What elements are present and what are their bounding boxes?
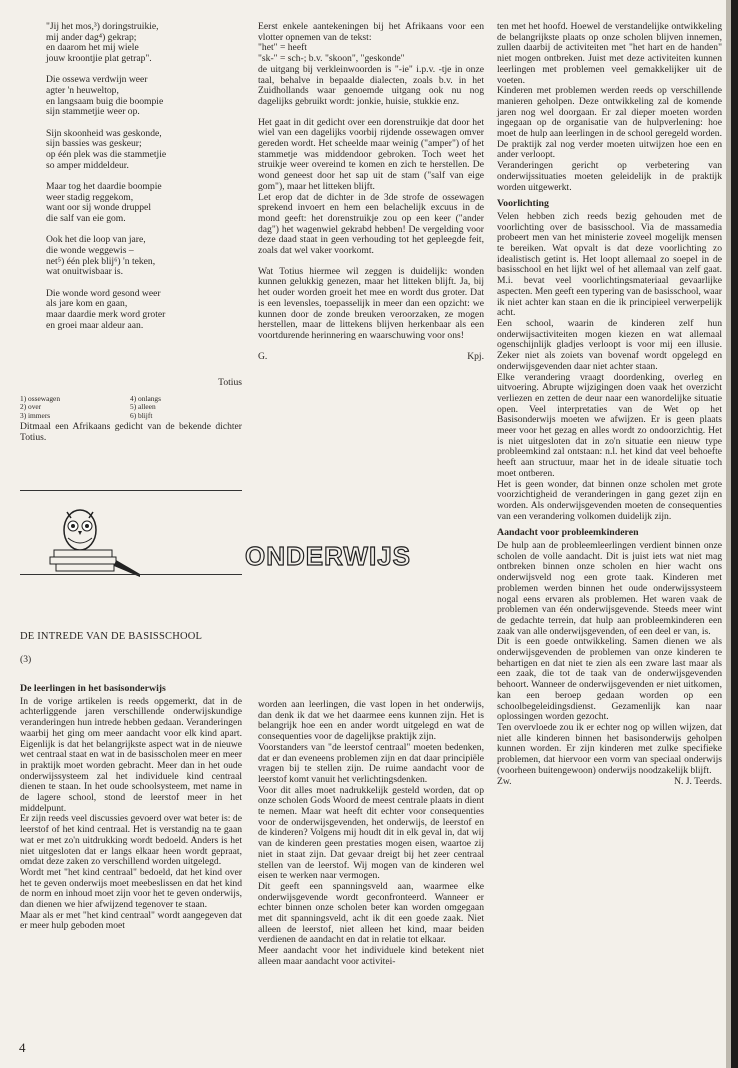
article-paragraph: Elke verandering vraagt doordenking, overleg en uitvoering. Abrupte wijzigingen doen vaak het overzicht verliezen en zetten de deur naar een wanordelijke situatie open. Veel interpretaties van de Wet op het Basisonderwijs moeten we afwijzen. Er is geen plaats meer voor het gezag en alles wordt zo ondoorzichtig. Het is niet uitgesloten dat in zo'n situatie een nieuw type probleemkind zal ontstaan: n.l. het kind dat veel behoefte heeft aan structuur, maar het in de ideale situatie toch moet ontberen. [497, 371, 722, 479]
subheading: De leerlingen in het basisonderwijs [20, 683, 166, 694]
footnote: 2) over [20, 402, 42, 412]
article-paragraph: Wordt met "het kind centraal" bedoeld, dat het kind over het te geven onderwijs moet meebeslissen en dat het kind de norm en inhoud moet zijn voor het te geven onderwijs, dan dienen we hier afwijzend tegenover te staan. [20, 866, 242, 911]
article-paragraph: Meer aandacht voor het individuele kind betekent niet alleen maar aandacht voor activitei- [258, 945, 484, 967]
poem-stanza: Ook het die loop van jare, die wonde weggewis – net⁵) één plek blij⁶) 'n teken, wat onuitwisbaar is. [46, 234, 156, 278]
author-initials: Zw. [497, 775, 512, 787]
article-paragraph: Voorstanders van "de leerstof centraal" moeten bedenken, dat er dan eveneens problemen zijn en dat daar principiële vragen bij te stellen zijn. De ruime aandacht voor de leerstof komt vanuit het verlichtingsdenken. [258, 741, 484, 785]
poem-stanza: Maar tog het daardie boompie weer stadig reggekom, want oor sij wonde druppel die salf van eie gom. [46, 180, 162, 225]
page-number: 4 [19, 1040, 26, 1055]
article-paragraph: ten met het hoofd. Hoewel de verstandelijke ontwikkeling de belangrijkste plaats op onze scholen blijven innemen, zullen daarbij de activiteiten met "het hart en de handen" niet mogen ontbreken. Juist met deze activiteiten kunnen leerlingen met problemen veel gemakkelijker uit de voeten. [497, 21, 722, 86]
footnotes [20, 395, 242, 421]
page-edge [731, 0, 738, 1068]
header-rule [20, 574, 242, 575]
article-paragraph: Dit geeft een spanningsveld aan, waarmee elke onderwijsgevende wordt geconfronteerd. Wanneer er echter binnen onze scholen beter kan worden omgegaan met dit spanningsveld, acht ik dit een goede zaak. Niet alleen de leerstof, niet alleen het kind, maar beiden verdienen de aandacht en dat in relatie tot elkaar. [258, 880, 484, 946]
article-column-right [497, 22, 722, 787]
article-paragraph: Een school, waarin de kinderen zelf hun onderwijsactiviteiten mogen kiezen en wat allemaal ogenschijnlijk gladjes verloopt is voor mij een illusie. Zeker niet als zoiets van bovenaf wordt opgelegd en onderwijsgevenden daar niet achter staan. [497, 317, 722, 372]
article-column-left [20, 678, 242, 932]
article-paragraph: Het is geen wonder, dat binnen onze scholen met grote voorzichtigheid de veranderingen in gang gezet zijn en worden. Als onderwijsgevenden moeten de consequenties van een verandering volkomen duidelijk zijn. [497, 478, 722, 522]
poem-footer [20, 378, 242, 444]
article-paragraph: Veranderingen gericht op verbetering van onderwijssituaties moeten geleidelijk in de praktijk worden uitgewerkt. [497, 160, 722, 193]
poem-stanza: "Jij het mos,³) doringstruikie, mij ander dag⁴) gekrap; en daarom het mij wiele jouw kroontjie plat getrap". [46, 21, 159, 65]
footnote: 4) onlangs [130, 393, 161, 403]
poem-column [46, 22, 242, 342]
footnote: 3) immers [20, 410, 51, 420]
article-paragraph: worden aan leerlingen, die vast lopen in het onderwijs, dan denk ik dat we het daarmee eens kunnen zijn. Het is belangrijk hoe een en ander wordt uitgelegd en wat de consequenties voor de dagelijkse praktijk zijn. [258, 699, 484, 743]
commentary-paragraph: Het gaat in dit gedicht over een dorenstruikje dat door het wiel van een dagelijks voorbij rijdende ossewagen omver gereden wordt. Het scheelde maar weinig ("amper") of het stammetje was middendoor gebroken. Toch weet het struikje weer overeind te komen en zich te herstellen. De wond geneest door het sap uit de stam ("salf van eige gom"), maar het litteken blijft. Let erop dat de dichter in de 3de strofe de ossewagen sprekend invoert en hem een belachelijk excuus in de mond geeft: het dorenstruikje zou op een keer ("ander dag") het wagenwiel gekrabd hebben! De vergelding voor deze daad staat in geen verhouding tot het gepleegde feit, zoals dat wel vaker voorkomt. [258, 116, 484, 257]
section-title: ONDERWIJS [245, 541, 411, 571]
article-paragraph: Er zijn reeds veel discussies gevoerd over wat beter is: de leerstof of het kind centraal. Het is verstandig na te gaan wat er met zo'n uitdrukking wordt bedoeld. Anders is het niet uitgesloten dat er langs elkaar heen wordt gepraat, omdat deze zaken zo verschillend worden uitgelegd. [20, 813, 242, 868]
commentary-signature-right: Kpj. [467, 350, 484, 362]
footnote: 6) blijft [130, 410, 153, 420]
article-paragraph: Velen hebben zich reeds bezig gehouden met de voorlichting over de basisschool. Via de massamedia probeert men van het ministerie zoveel mogelijk mensen te bereiken. Wat opvalt is dat deze voorlichting zo idealistisch getint is. Het loopt allemaal zo soepel in de basisschool en het lijkt wel of het allemaal van zelf gaat. M.i. bevat veel voorlichtingsmateriaal gevaarlijke aspecten. Men geeft een typering van de basisschool, waar ik niet achter kan staan en die ik principieel verwerpelijk acht. [497, 210, 722, 319]
article-paragraph: Voor dit alles moet nadrukkelijk gesteld worden, dat op onze scholen Gods Woord de meest centrale plaats in dient te nemen. Maar wat heeft dit echter voor consequenties voor de onderwijsgevenden, het onderwijs, de leerstof en de kinderen? Volgens mij houdt dit in elk geval in, dat wij van de kinderen geen prestaties mogen eisen, waartoe zij niet in staat zijn. Dat gevaar dreigt bij het zeer centraal stellen van de leerstof. Wij mogen van de kinderen wel eisen te werken naar vermogen. [258, 784, 484, 882]
article-title: DE INTREDE VAN DE BASISSCHOOL [20, 631, 203, 642]
poem-stanza: Sijn skoonheid was geskonde, sijn bassies was geskeur; op één plek was die stammetjie so amper middeldeur. [46, 127, 167, 171]
section-divider [20, 490, 242, 491]
author-name: N. J. Teerds. [674, 775, 722, 787]
commentary-column [258, 22, 484, 362]
article-paragraph: Kinderen met problemen werden reeds op verschillende manieren geholpen. Deze ontwikkeling zal de komende jaren nog wel doorgaan. Er zal dieper moeten worden ingegaan op de organisatie van de hulpverlening: hoe moet de hulp aan leerlingen in de school geregeld worden. De praktijk zal nog verder moeten uitwijzen hoe een en ander verloopt. [497, 85, 722, 161]
article-paragraph: Ten overvloede zou ik er echter nog op willen wijzen, dat niet alle kinderen binnen het basisonderwijs geholpen kunnen worden. Er zijn kinderen met zulke specifieke problemen, dat hiervoor een vorm van speciaal onderwijs (voorheen buitengewoon) onderwijs noodzakelijk blijft. [497, 722, 722, 776]
article-paragraph: De hulp aan de probleemleerlingen verdient binnen onze scholen de volle aandacht. Dit is juist iets wat niet mag ontbreken binnen onze scholen en hier wacht ons onderwijsveld nog een grote taak. Kinderen met problemen werden binnen het oude onderwijssysteem nogal eens ervaren als problemen. Het waren vaak de problemen van één onderwijsgevende. Steeds meer wint de gedachte terrein, dat hulp aan probleemkinderen een zaak van alle onderwijsgevenden, of een deel er van, is. [497, 540, 722, 637]
footnote: 5) alleen [130, 402, 156, 412]
article-part: (3) [20, 653, 32, 665]
subheading: Aandacht voor probleemkinderen [497, 527, 639, 539]
article-header [20, 632, 242, 665]
commentary-signature-left: G. [258, 350, 268, 362]
footnote: 1) ossewagen [20, 393, 61, 403]
article-paragraph: Maar als er met "het kind centraal" wordt aangegeven dat er meer hulp geboden moet [20, 909, 242, 932]
article-paragraph: Dit is een goede ontwikkeling. Samen dienen we als onderwijsgevenden de problemen van onze kinderen te behartigen en dat niet te zien als een zware last maar als een zaak, die tot de taak van de onderwijsgevenden behoort. Wanneer de onderwijsgevenden er niet uitkomen, kan een beroep gedaan worden op een schoolbegeleidingsdienst. Gezamenlijk kan naar oplossingen worden gezocht. [497, 636, 722, 723]
commentary-paragraph: Eerst enkele aantekeningen bij het Afrikaans voor een vlotter opnemen van de tekst: "het" = heeft "sk-" = sch-; b.v. "skoon", "geskonde" de uitgang bij verkleinwoorden is "-ie" i.p.v. -tje in onze taal, behalve in bepaalde dialecten, zoals b.v. in het Zuidhollands waar genoemde uitgang ook nu nog dagelijks gebruikt wordt: jonkie, huisie, stukkie enz. [258, 21, 484, 107]
poem-stanza: Die ossewa verdwijn weer agter 'n heuweltop, en langsaam buig die boompie sijn stammetjie weer op. [46, 74, 164, 118]
poem-caption: Ditmaal een Afrikaans gedicht van de bekende dichter Totius. [20, 421, 242, 444]
article-column-middle [258, 700, 484, 968]
article-paragraph: In de vorige artikelen is reeds opgemerkt, dat in de achterliggende jaren verschillende onderwijskundige veranderingen hun intrede hebben gedaan. Veranderingen waarbij het ging om meer aandacht voor elk kind apart. Eigenlijk is dat het belangrijkste aspect wat in de nieuwe wet centraal staat en wat in de basisscholen meer en meer in praktijk moet worden gebracht. Meer dan in het oude onderwijssysteem zal het individuele kind centraal dienen te staan. In het oude schoolsysteem, met name in de lagere school, stond de leerstof meer in het middelpunt. [20, 695, 242, 814]
poem-stanza: Die wonde word gesond weer als jare kom en gaan, maar daardie merk word groter en groei maar aldeur aan. [46, 287, 166, 331]
subheading: Voorlichting [497, 198, 549, 210]
poem-author: Totius [218, 377, 242, 388]
commentary-paragraph: Wat Totius hiermee wil zeggen is duidelijk: wonden kunnen gelukkig genezen, maar het litteken blijft. Ja, bij het ouder worden groeit het mee en wordt dus groter. Dat is een levensles, toepasselijk in meer dan een opzicht: we kunnen door de zonde breuken veroorzaken, ze mogen herstellen, maar de littekens blijven herkenbaar als een voortdurende herinnering en waarschuwing voor ons! [258, 265, 484, 341]
owl-on-books-icon [40, 500, 140, 580]
